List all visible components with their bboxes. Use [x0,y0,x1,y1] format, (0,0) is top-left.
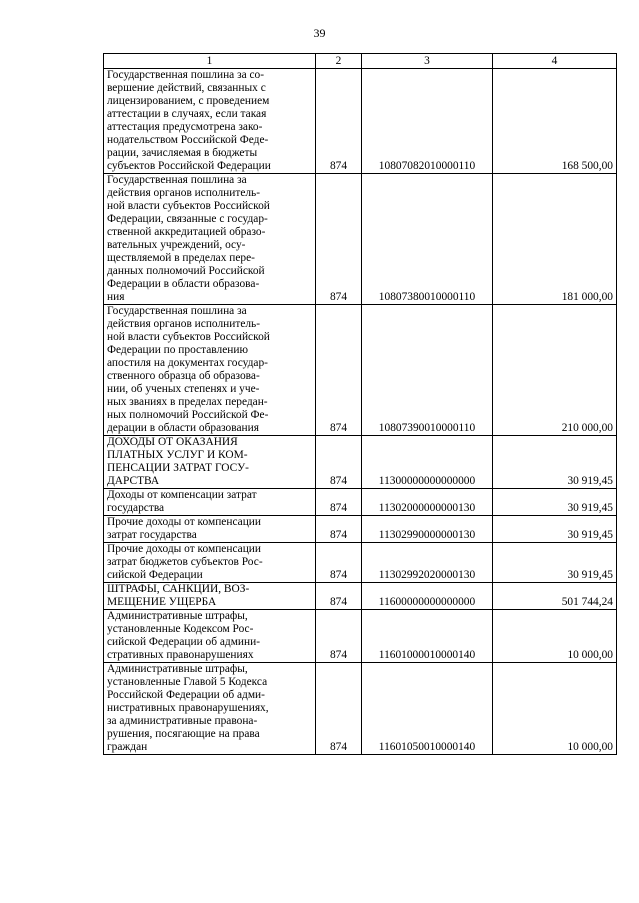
income-name: Административные штрафы, установленные Кодексом Рос- сийской Федерации об админи- стративных правонарушениях [107,610,261,661]
budget-code-cell: 11302992020000130 [362,543,493,583]
income-name-cell [104,305,316,436]
amount-cell: 30 919,45 [493,516,617,543]
income-name: Государственная пошлина за со- вершение действий, связанных с лицензированием, с проведением аттестации в случаях, если такая аттестация предусмотрена зако- нодательством Российской Феде- рации, зачисляемая в бюджеты субъектов Российской Федерации [107,69,271,172]
table-row [104,516,617,543]
admin-code-cell: 874 [316,436,362,489]
budget-code-cell: 11302990000000130 [362,516,493,543]
admin-code-cell: 874 [316,489,362,516]
income-name-cell [104,174,316,305]
amount-cell: 30 919,45 [493,489,617,516]
budget-code-cell: 11302000000000130 [362,489,493,516]
budget-code-cell: 11600000000000000 [362,583,493,610]
income-name-cell [104,663,316,755]
amount-cell: 181 000,00 [493,174,617,305]
budget-code-cell: 10807082010000110 [362,69,493,174]
admin-code-cell: 874 [316,610,362,663]
admin-code-cell: 874 [316,174,362,305]
amount-cell: 168 500,00 [493,69,617,174]
income-name-cell [104,583,316,610]
income-name: ДОХОДЫ ОТ ОКАЗАНИЯ ПЛАТНЫХ УСЛУГ И КОМ- ПЕНСАЦИИ ЗАТРАТ ГОСУ- ДАРСТВА [107,436,249,487]
table-row [104,543,617,583]
amount-cell: 210 000,00 [493,305,617,436]
income-name-cell [104,516,316,543]
income-name-cell [104,489,316,516]
table-row [104,489,617,516]
income-name-cell [104,69,316,174]
table-row [104,436,617,489]
budget-code-cell: 11601050010000140 [362,663,493,755]
income-name: Прочие доходы от компенсации затрат бюджетов субъектов Рос- сийской Федерации [107,543,263,581]
income-name-cell [104,610,316,663]
table-row [104,174,617,305]
admin-code-cell: 874 [316,516,362,543]
amount-cell: 10 000,00 [493,610,617,663]
income-name: Государственная пошлина за действия органов исполнитель- ной власти субъектов Российской Федерации по проставлению апостиля на документах государ- ственного образца об образова- нии, об ученых степенях и уче- ных званиях в пределах передан- ных полномочий Российской Фе- дерации в области образования [107,305,270,434]
amount-cell: 501 744,24 [493,583,617,610]
amount-cell: 30 919,45 [493,543,617,583]
table-row [104,69,617,174]
amount-cell: 30 919,45 [493,436,617,489]
budget-code-cell: 10807390010000110 [362,305,493,436]
budget-code-cell: 11601000010000140 [362,610,493,663]
budget-code-cell: 10807380010000110 [362,174,493,305]
admin-code-cell: 874 [316,543,362,583]
budget-code-cell: 11300000000000000 [362,436,493,489]
income-name: Прочие доходы от компенсации затрат государства [107,516,261,541]
table-header-row [104,54,617,69]
amount-cell: 10 000,00 [493,663,617,755]
admin-code-cell: 874 [316,583,362,610]
admin-code-cell: 874 [316,69,362,174]
admin-code-cell: 874 [316,305,362,436]
column-header-4: 4 [493,54,617,69]
admin-code-cell: 874 [316,663,362,755]
income-name-cell [104,543,316,583]
budget-table [103,53,617,755]
table-row [104,305,617,436]
column-header-2: 2 [316,54,362,69]
table-row [104,610,617,663]
income-name: ШТРАФЫ, САНКЦИИ, ВОЗ- МЕЩЕНИЕ УЩЕРБА [107,583,250,608]
table-row [104,663,617,755]
income-name-cell [104,436,316,489]
table-row [104,583,617,610]
income-name: Доходы от компенсации затрат государства [107,489,257,514]
page-number: 39 [313,26,326,40]
column-header-3: 3 [362,54,493,69]
income-name: Административные штрафы, установленные Главой 5 Кодекса Российской Федерации об адми- нистративных правонарушениях, за административные правона- рушения, посягающие на права граждан [107,663,269,753]
income-name: Государственная пошлина за действия органов исполнитель- ной власти субъектов Российской Федерации, связанные с государ- ственной аккредитацией образо- вательных учреждений, осу- ществляемой в пределах пере- данных полномочий Российской Федерации в области образова- ния [107,174,270,303]
column-header-1: 1 [104,54,316,69]
